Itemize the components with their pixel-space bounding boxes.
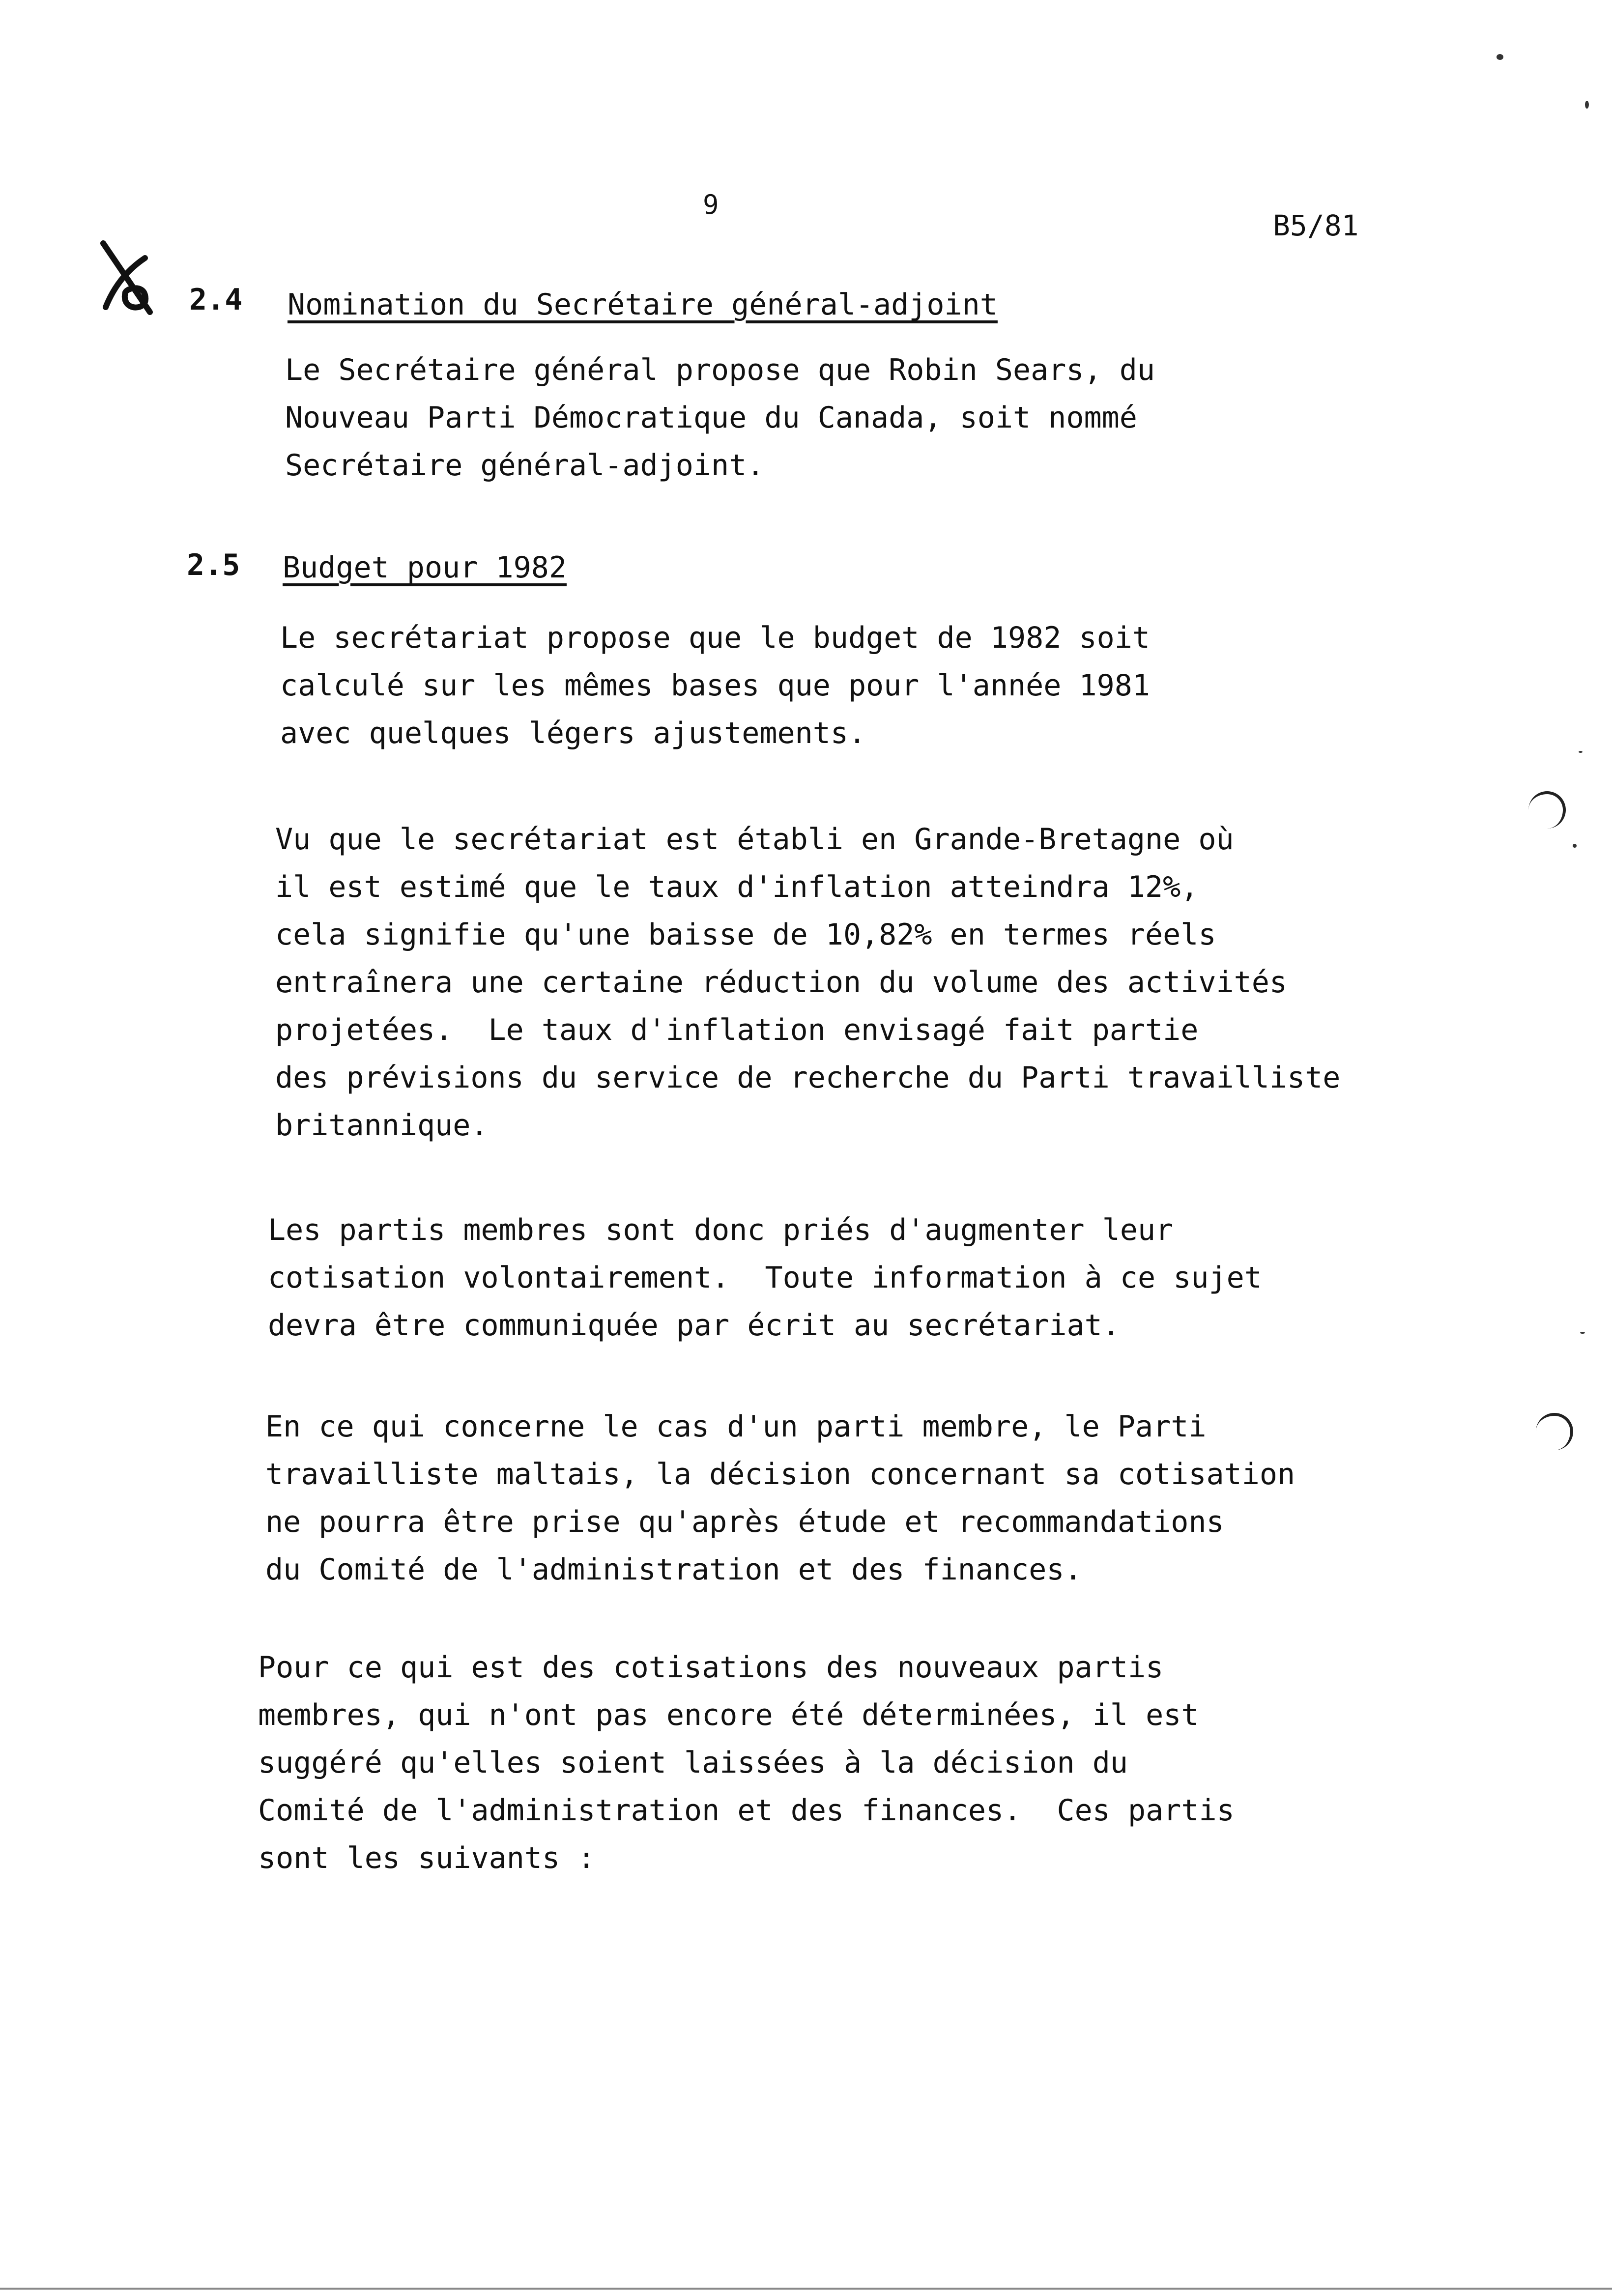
page-bottom-edge	[0, 2288, 1612, 2290]
section-paragraph: En ce qui concerne le cas d'un parti membre, le Parti travailliste maltais, la décision concernant sa cotisation ne pourra être prise qu'après étude et recommandations du Comité de l'administration et des finances.	[265, 1409, 1295, 1587]
scan-speck	[1580, 1332, 1585, 1334]
margin-mark-arc	[1528, 791, 1566, 829]
scan-speck	[1585, 101, 1589, 109]
section-paragraph: Pour ce qui est des cotisations des nouveaux partis membres, qui n'ont pas encore été déterminées, il est suggéré qu'elles soient laissées à la décision du Comité de l'administration et des finances. Ces partis sont les suivants :	[258, 1650, 1235, 1875]
section-title: Nomination du Secrétaire général-adjoint	[288, 287, 998, 322]
section-title: Budget pour 1982	[283, 550, 567, 585]
section-paragraph: Vu que le secrétariat est établi en Grande-Bretagne où il est estimé que le taux d'inflation atteindra 12%, cela signifie qu'une baisse de 10,82% en termes réels entraînera une certaine réduction du volume des activités projetées. Le taux d'inflation envisagé fait partie des prévisions du service de recherche du Parti travailliste britannique.	[275, 822, 1341, 1143]
section-number: 2.5	[187, 548, 240, 582]
scan-speck	[1573, 844, 1577, 848]
section-paragraph: Le Secrétaire général propose que Robin Sears, du Nouveau Parti Démocratique du Canada, soit nommé Secrétaire général-adjoint.	[285, 353, 1155, 483]
section-paragraph: Les partis membres sont donc priés d'augmenter leur cotisation volontairement. Toute information à ce sujet devra être communiquée par écrit au secrétariat.	[268, 1213, 1262, 1343]
margin-mark-arc	[1536, 1413, 1573, 1450]
document-reference: B5/81	[1273, 209, 1359, 242]
page-number: 9	[703, 189, 719, 220]
section-number: 2.4	[189, 283, 243, 317]
scan-speck	[1497, 54, 1503, 60]
handwritten-mark-icon	[96, 238, 160, 317]
scan-speck	[1579, 751, 1583, 753]
section-paragraph: Le secrétariat propose que le budget de 1982 soit calculé sur les mêmes bases que pour l'année 1981 avec quelques légers ajustements.	[280, 621, 1151, 750]
